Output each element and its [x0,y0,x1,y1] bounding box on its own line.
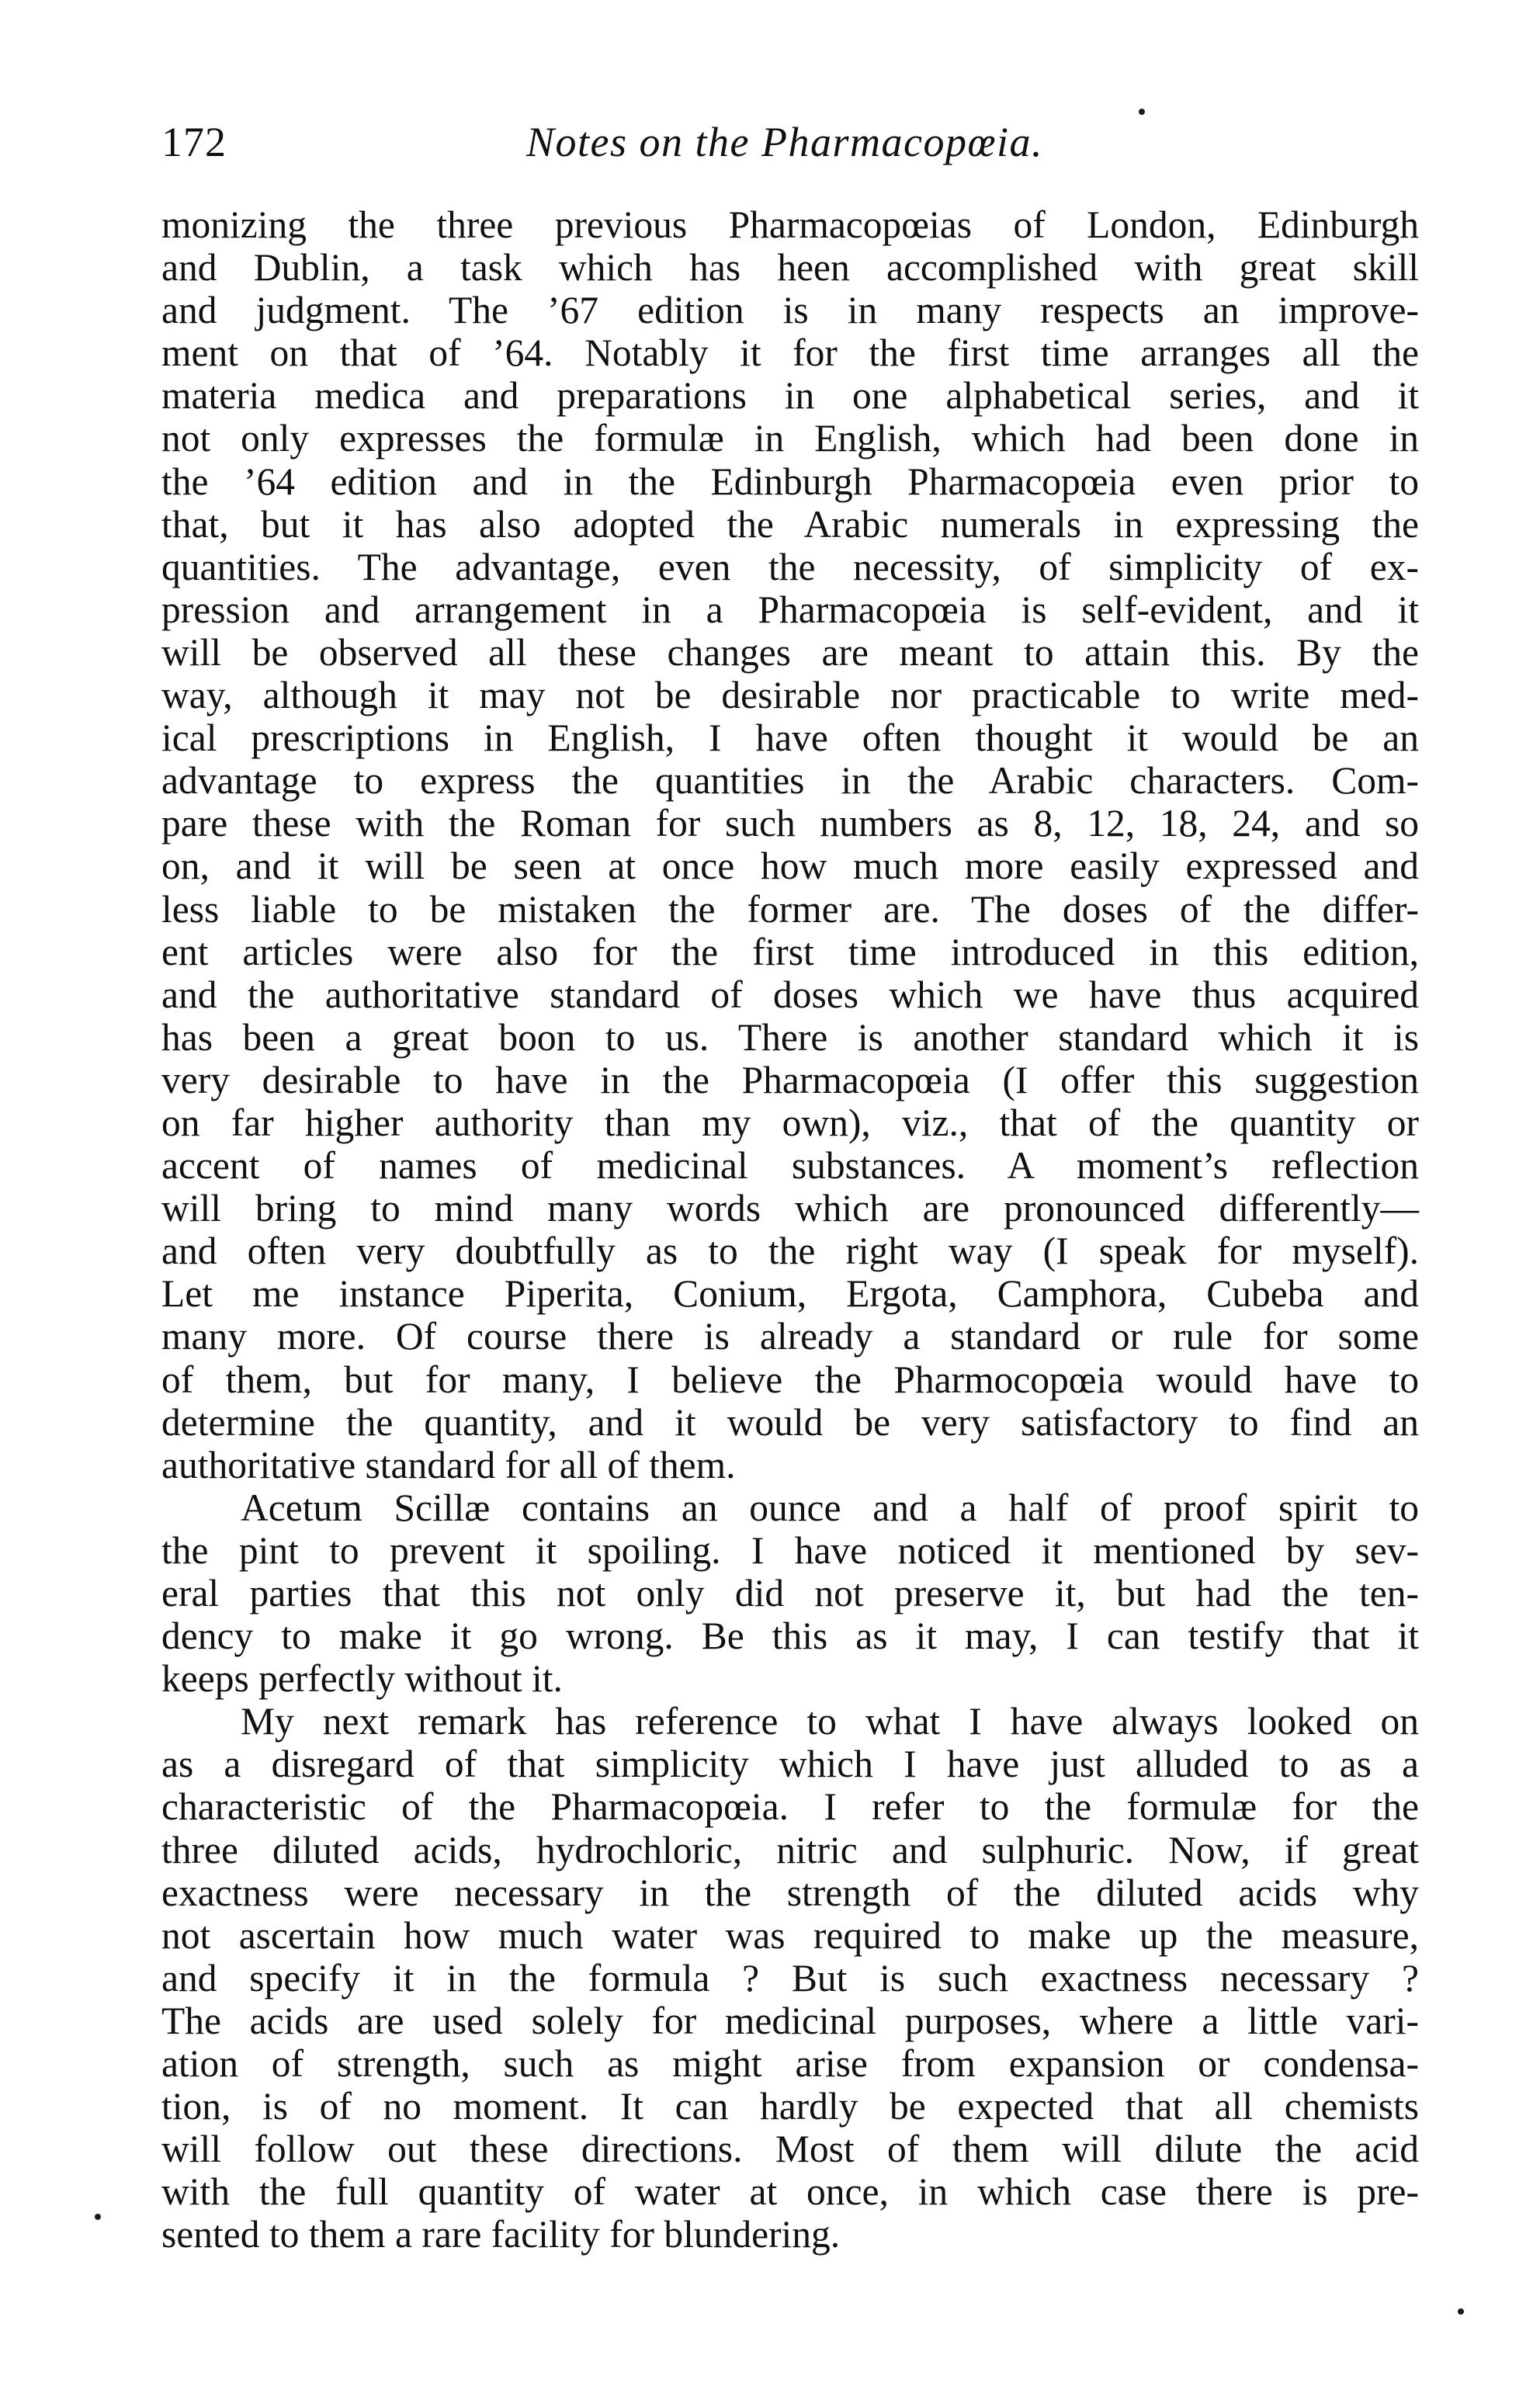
text-line: ation of strength, such as might arise from expansion or condensa- [161,2042,1419,2086]
text-line: advantage to express the quantities in the Arabic characters. Com- [161,759,1419,803]
text-line: My next remark has reference to what I have always looked on [241,1700,1419,1743]
text-line: determine the quantity, and it would be very satisfactory to find an [161,1400,1419,1444]
text-line: will bring to mind many words which are pronounced differently— [161,1187,1419,1230]
text-line: Acetum Scillæ contains an ounce and a half of proof spirit to [241,1486,1419,1529]
running-head [161,118,1419,172]
text-line: monizing the three previous Pharmacopœias of London, Edinburgh [161,203,1419,246]
text-line: that, but it has also adopted the Arabic numerals in expressing the [161,502,1419,546]
text-line: not only expresses the formulæ in English, which had been done in [161,417,1419,460]
text-line: will follow out these directions. Most of them will dilute the acid [161,2128,1419,2171]
text-line: not ascertain how much water was required to make up the measure, [161,1913,1419,1957]
paragraph [161,203,1419,1486]
text-line: Let me instance Piperita, Conium, Ergota, Camphora, Cubeba and [161,1272,1419,1316]
text-line: many more. Of course there is already a standard or rule for some [161,1315,1419,1358]
text-line: accent of names of medicinal substances. A moment’s reflection [161,1144,1419,1188]
text-line: three diluted acids, hydrochloric, nitric and sulphuric. Now, if great [161,1828,1419,1871]
text-line: on, and it will be seen at once how much more easily expressed and [161,845,1419,888]
text-line: with the full quantity of water at once, in which case there is pre- [161,2170,1419,2214]
running-title: Notes on the Pharmacopœia. [526,119,1043,165]
text-line: ent articles were also for the first time introduced in this edition, [161,930,1419,973]
text-line: pression and arrangement in a Pharmacopœia is self-evident, and it [161,588,1419,631]
text-line: and judgment. The ’67 edition is in many respects an improve- [161,289,1419,332]
text-line: The acids are used solely for medicinal purposes, where a little vari- [161,1999,1419,2042]
page-number: 172 [161,119,227,165]
text-line: way, although it may not be desirable nor practicable to write med- [161,674,1419,717]
ink-speck [1139,109,1145,115]
text-line: eral parties that this not only did not preserve it, but had the ten- [161,1572,1419,1614]
text-line: quantities. The advantage, even the necessity, of simplicity of ex- [161,545,1419,588]
text-line: pare these with the Roman for such numbers as 8, 12, 18, 24, and so [161,802,1419,845]
ink-speck [95,2214,101,2220]
text-line: tion, is of no moment. It can hardly be expected that all chemists [161,2085,1419,2128]
text-line: the pint to prevent it spoiling. I have noticed it mentioned by sev- [161,1528,1419,1572]
paragraph [161,1486,1419,1700]
text-line: and Dublin, a task which has heen accomplished with great skill [161,246,1419,290]
text-line: ment on that of ’64. Notably it for the first time arranges all the [161,331,1419,375]
text-line: and the authoritative standard of doses which we have thus acquired [161,973,1419,1016]
text-line: sented to them a rare facility for blundering. [161,2213,841,2256]
text-line: and often very doubtfully as to the right way (I speak for myself). [161,1230,1419,1273]
text-line: dency to make it go wrong. Be this as it may, I can testify that it [161,1614,1419,1658]
text-line: exactness were necessary in the strength of the diluted acids why [161,1871,1419,1914]
paragraph [161,1700,1419,2256]
text-line: very desirable to have in the Pharmacopœia (I offer this suggestion [161,1058,1419,1101]
text-line: less liable to be mistaken the former are. The doses of the differ- [161,887,1419,931]
body-text [161,203,1419,2256]
text-line: and specify it in the formula ? But is such exactness necessary ? [161,1956,1419,1999]
text-line: authoritative standard for all of them. [161,1443,736,1486]
text-line: materia medica and preparations in one alphabetical series, and it [161,374,1419,418]
text-line: has been a great boon to us. There is another standard which it is [161,1015,1419,1059]
text-line: characteristic of the Pharmacopœia. I refer to the formulæ for the [161,1785,1419,1829]
text-line: keeps perfectly without it. [161,1657,563,1701]
text-line: on far higher authority than my own), viz., that of the quantity or [161,1101,1419,1144]
text-line: of them, but for many, I believe the Pharmocopœia would have to [161,1358,1419,1401]
text-line: as a disregard of that simplicity which I have just alluded to as a [161,1743,1419,1786]
text-line: ical prescriptions in English, I have often thought it would be an [161,716,1419,760]
text-line: will be observed all these changes are meant to attain this. By the [161,630,1419,674]
text-line: the ’64 edition and in the Edinburgh Pharmacopœia even prior to [161,460,1419,503]
ink-speck [1458,2308,1464,2315]
